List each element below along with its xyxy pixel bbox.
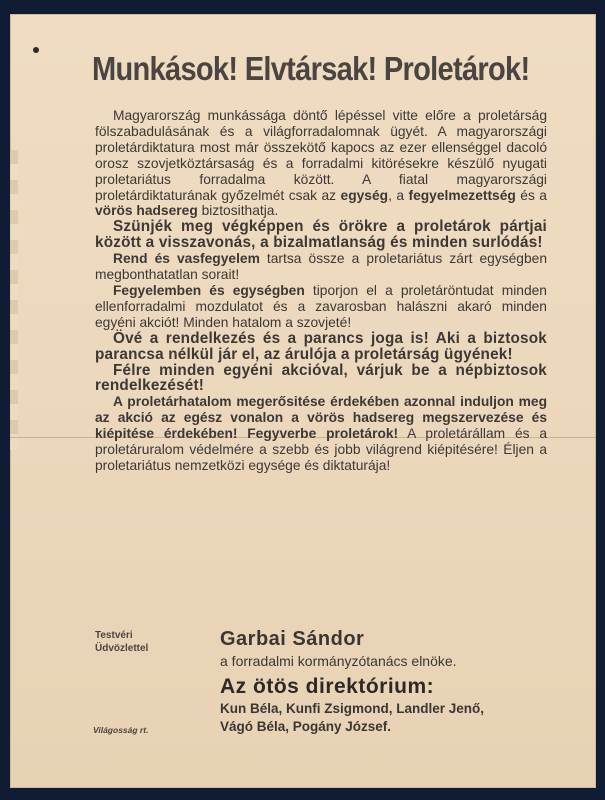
greeting-line: Testvéri [95,630,133,641]
body-paragraph [95,283,547,331]
printer-imprint: Világosság rt. [93,725,149,735]
pin-hole [33,47,39,53]
bold-run: egység [340,187,389,203]
poster-title: Munkások! Elvtársak! Proletárok! [92,50,530,87]
text-run: tiporjon el a proletáröntudat minden ellenforradalmi mozdulatot és a zavarosban halászni akaró minden egyéni akciót! Minden hatalom a szovjeté! [95,282,547,330]
text-run: biztosithatja. [197,203,279,219]
text-run: A proletárállam és a proletáruralom védelmére a szebb és jobb világrend kiépitésére! Éljen a proletariátus nemzetközi egysége és diktaturája! [95,426,547,473]
directorate-names-line: Kun Béla, Kunfi Zsigmond, Landler Jenő, [220,701,485,716]
bold-run: Szünjék meg végképpen és örökre a proletárok pártjai között a visszavonás, a bizalmatlanság és minden surlódás! [95,218,547,252]
bold-run: fegyelmezettség [408,187,516,203]
text-run: Magyarország munkássága döntő lépéssel vitte előre a proletárság fölszabadulásának és a világforradalomnak ügyét. A magyarországi proletárdiktatura most már összekötő kapocs az ezer ellenséggel dacoló orosz szovjetköztársaság és a forradalmi kitörésekre készülő nyugati proletariátus forradalma között. A fiatal magyarországi proletárdiktaturának győzelmét csak az [95,108,547,203]
text-run: , a [388,187,409,203]
body-paragraph [95,219,547,251]
signature-name: Garbai Sándor [220,628,365,650]
bold-run: Rend és vasfegyelem [113,251,260,267]
poster-body [95,108,547,474]
text-run: tartsa össze a proletariátus zárt egységben megbonthatatlan sorait! [95,251,547,283]
bold-run: vörös hadsereg [95,203,198,219]
torn-edge [10,150,18,450]
body-paragraph [95,108,547,219]
body-paragraph [95,331,547,363]
greeting [95,629,148,655]
text-run: és a [515,187,547,203]
body-paragraph [95,363,547,395]
greeting-line: Üdvözlettel [95,643,149,654]
bold-run: Övé a rendelkezés és a parancs joga is! Aki a biztosok parancsa nélkül jár el, az árulója a proletárság ügyének! [95,329,547,363]
signature-role: a forradalmi kormányzótanács elnöke. [220,653,457,669]
body-paragraph [95,251,547,283]
directorate-names-line: Vágó Béla, Pogány József. [220,719,392,734]
directorate-title: Az ötös direktórium: [220,675,435,698]
bold-run: Fegyelemben és egységben [113,282,305,298]
directorate-names [220,700,484,736]
bold-run: A proletárhatalom megerősitése érdekében azonnal induljon meg az akció az egész vonalon a vörös hadsereg megszervezése és kiépitése érdekében! Fegyverbe proletárok! [95,394,547,442]
bold-run: Félre minden egyéni akcióval, várjuk be a népbiztosok rendelkezését! [95,361,547,395]
body-paragraph [95,394,547,474]
